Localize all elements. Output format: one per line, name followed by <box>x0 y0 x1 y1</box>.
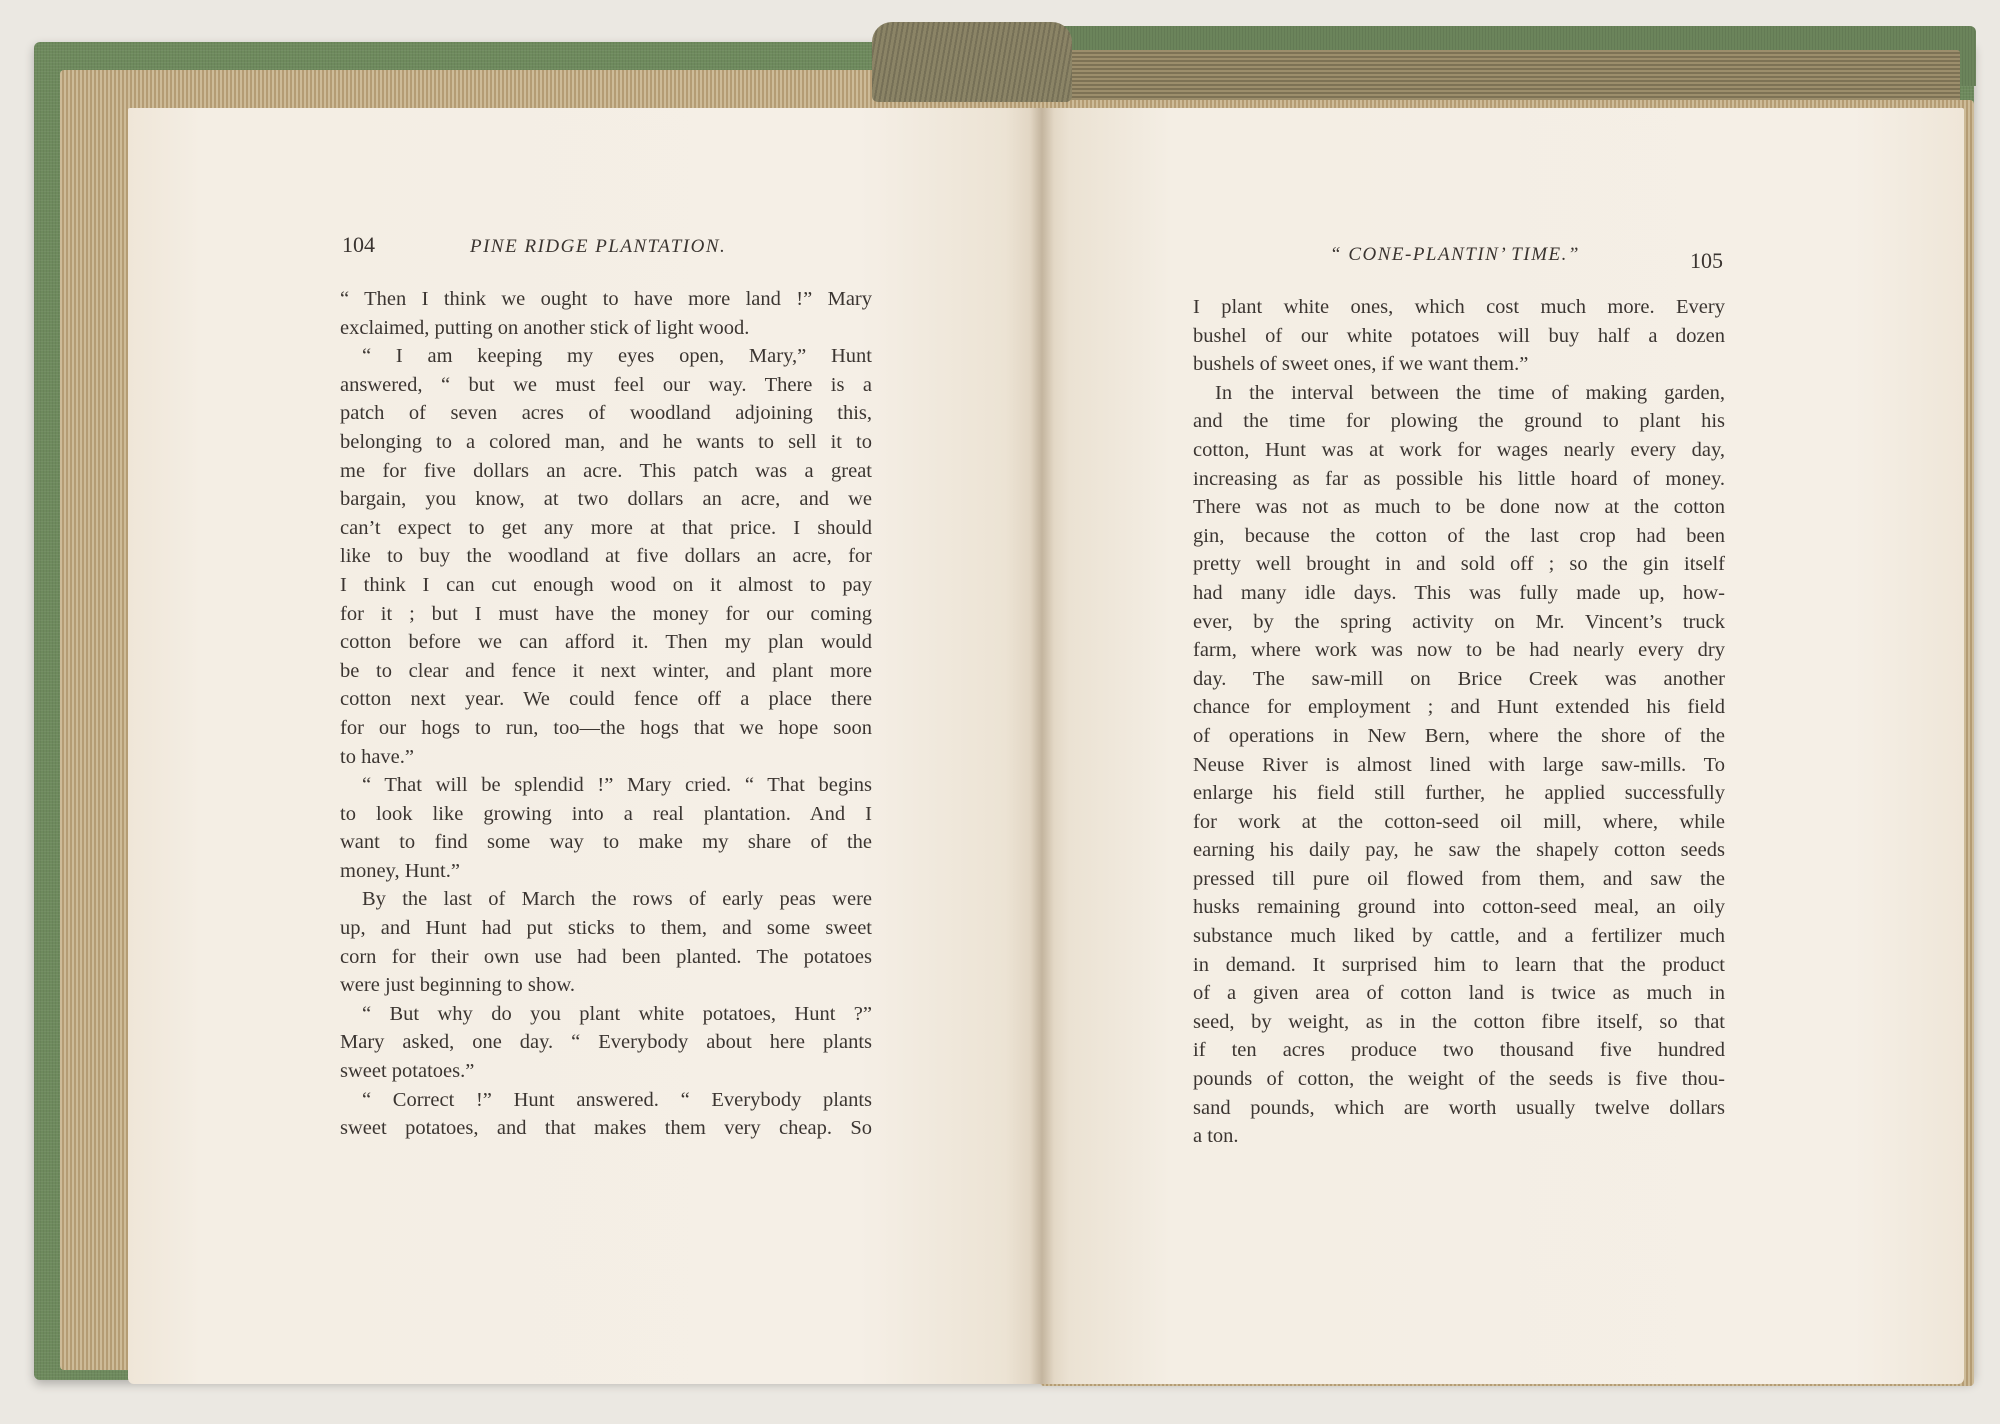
text-line: answered, “ but we must feel our way. There is a <box>340 373 872 396</box>
text-line: In the interval between the time of making garden, <box>1215 381 1725 404</box>
text-line: I plant white ones, which cost much more. Every <box>1193 296 1725 318</box>
text-line: of operations in New Bern, where the shore of the <box>1193 724 1725 747</box>
text-line: cotton, Hunt was at work for wages nearly every day, <box>1193 438 1725 461</box>
text-line: “ Correct !” Hunt answered. “ Everybody plants <box>362 1088 872 1111</box>
running-head-right: “ CONE-PLANTIN’ TIME.” <box>1330 244 1580 265</box>
text-line: “ That will be splendid !” Mary cried. “ That begins <box>362 774 872 797</box>
text-line: earning his daily pay, he saw the shapely cotton seeds <box>1193 839 1725 862</box>
text-line: sweet potatoes, and that makes them very cheap. So <box>340 1117 872 1140</box>
text-line: enlarge his field still further, he applied successfully <box>1193 782 1725 805</box>
text-line: day. The saw-mill on Brice Creek was another <box>1193 667 1725 690</box>
text-line: were just beginning to show. <box>340 974 575 997</box>
text-line: like to buy the woodland at five dollars an acre, for <box>340 545 872 568</box>
text-line: to look like growing into a real plantation. And I <box>340 802 872 825</box>
text-line: had many idle days. This was fully made up, how- <box>1193 581 1725 604</box>
text-line: pressed till pure oil flowed from them, and saw the <box>1193 867 1725 890</box>
text-line: By the last of March the rows of early peas were <box>362 888 872 911</box>
text-line: for it ; but I must have the money for our coming <box>340 602 872 625</box>
text-line: exclaimed, putting on another stick of light wood. <box>340 316 750 339</box>
text-line: gin, because the cotton of the last crop had been <box>1193 524 1725 547</box>
text-line: of a given area of cotton land is twice as much in <box>1193 982 1725 1005</box>
book-gutter <box>1030 108 1054 1384</box>
text-line: belonging to a colored man, and he wants to sell it to <box>340 430 872 453</box>
text-line: to have.” <box>340 745 414 768</box>
text-line: cotton next year. We could fence off a place there <box>340 688 872 711</box>
text-line: Mary asked, one day. “ Everybody about here plants <box>340 1031 872 1054</box>
text-line: and the time for plowing the ground to plant his <box>1193 410 1725 433</box>
text-line: cotton before we can afford it. Then my plan would <box>340 631 872 654</box>
text-line: substance much liked by cattle, and a fertilizer much <box>1193 925 1725 948</box>
text-line: can’t expect to get any more at that price. I should <box>340 516 872 539</box>
text-line: up, and Hunt had put sticks to them, and some sweet <box>340 917 872 940</box>
text-line: Neuse River is almost lined with large saw-mills. To <box>1193 753 1725 776</box>
left-page-text <box>340 285 872 1143</box>
text-line: pounds of cotton, the weight of the seeds is five thou- <box>1193 1068 1725 1091</box>
text-line: bushel of our white potatoes will buy half a dozen <box>1193 324 1725 347</box>
text-line: money, Hunt.” <box>340 859 460 882</box>
text-line: in demand. It surprised him to learn that the product <box>1193 953 1725 976</box>
text-line: “ But why do you plant white potatoes, Hunt ?” <box>362 1002 872 1025</box>
text-line: farm, where work was now to be had nearly every dry <box>1193 639 1725 662</box>
text-line: corn for their own use had been planted. The potatoes <box>340 945 872 968</box>
text-line: increasing as far as possible his little hoard of money. <box>1193 467 1725 490</box>
text-line: pretty well brought in and sold off ; so the gin itself <box>1193 553 1725 576</box>
text-line: “ Then I think we ought to have more land !” Mary <box>340 288 872 310</box>
right-page-text <box>1193 293 1725 1151</box>
text-line: seed, by weight, as in the cotton fibre itself, so that <box>1193 1010 1725 1033</box>
text-line: sweet potatoes.” <box>340 1060 475 1083</box>
text-line: for work at the cotton-seed oil mill, where, while <box>1193 810 1725 833</box>
text-line: bargain, you know, at two dollars an acre, and we <box>340 488 872 511</box>
text-line: me for five dollars an acre. This patch was a great <box>340 459 872 482</box>
text-line: bushels of sweet ones, if we want them.” <box>1193 353 1529 376</box>
text-line: “ I am keeping my eyes open, Mary,” Hunt <box>362 345 872 368</box>
text-line: for our hogs to run, too—the hogs that we hope soon <box>340 716 872 739</box>
text-line: be to clear and fence it next winter, and plant more <box>340 659 872 682</box>
text-line: if ten acres produce two thousand five hundred <box>1193 1039 1725 1062</box>
page-number-right: 105 <box>1690 248 1723 273</box>
text-line: a ton. <box>1193 1125 1239 1148</box>
text-line: husks remaining ground into cotton-seed meal, an oily <box>1193 896 1725 919</box>
running-head-left: PINE RIDGE PLANTATION. <box>470 236 727 257</box>
page-number-left: 104 <box>342 232 375 257</box>
text-line: There was not as much to be done now at the cotton <box>1193 496 1725 519</box>
text-line: ever, by the spring activity on Mr. Vincent’s truck <box>1193 610 1725 633</box>
torn-spine <box>872 22 1072 102</box>
text-line: chance for employment ; and Hunt extended his field <box>1193 696 1725 719</box>
text-line: patch of seven acres of woodland adjoining this, <box>340 402 872 425</box>
text-line: sand pounds, which are worth usually twelve dollars <box>1193 1096 1725 1119</box>
text-line: want to find some way to make my share of the <box>340 831 872 854</box>
text-line: I think I can cut enough wood on it almost to pay <box>340 573 872 596</box>
